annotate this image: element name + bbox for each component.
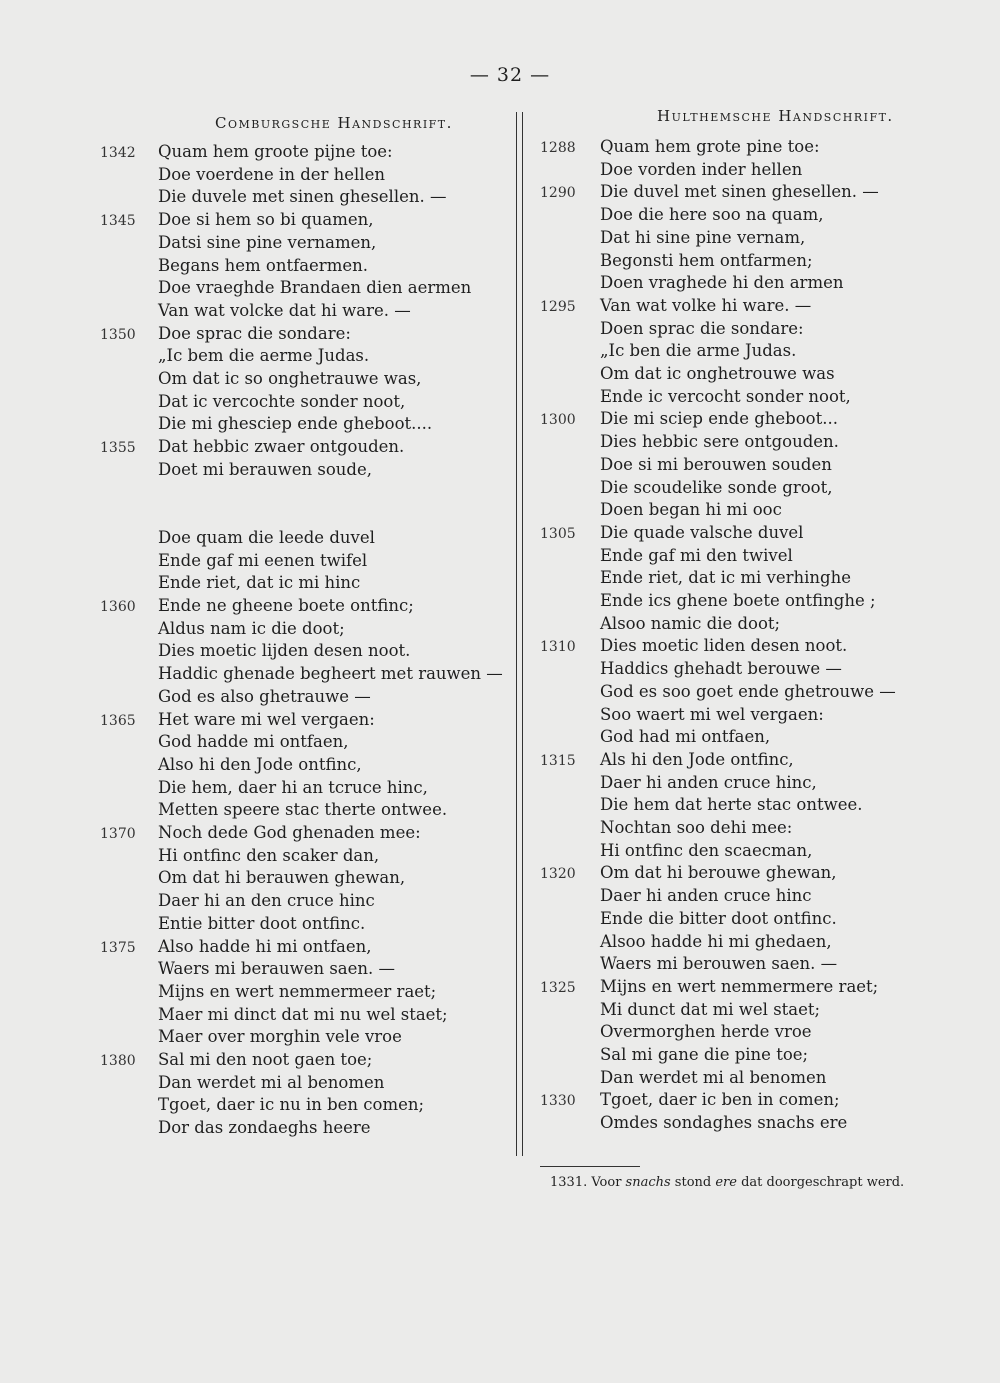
verse-text: Tgoet, daer ic nu in ben comen;: [158, 1095, 425, 1115]
verse-text: Doen sprac die sondare:: [600, 318, 804, 338]
verse-line: [540, 181, 879, 204]
verse-text: Omdes sondaghes snachs ere: [600, 1113, 848, 1133]
footnote-italic-word: ere: [715, 1175, 737, 1190]
verse-line: [100, 936, 372, 959]
verse-line: [100, 413, 432, 436]
line-number: 1370: [100, 826, 136, 842]
verse-text: God es also ghetrauwe —: [158, 686, 371, 706]
verse-line: [540, 658, 842, 681]
column-divider-rule: [522, 112, 523, 1156]
verse-line: [540, 318, 804, 341]
verse-line: [100, 482, 158, 505]
verse-text: Also hadde hi mi ontfaen,: [158, 936, 372, 956]
verse-text: Van wat volke hi ware. —: [600, 295, 812, 315]
verse-line: [540, 159, 802, 182]
verse-line: [540, 499, 782, 522]
verse-text: Waers mi berauwen saen. —: [158, 959, 396, 979]
verse-text: Entie bitter doot ontfinc.: [158, 913, 366, 933]
verse-line: [540, 227, 805, 250]
verse-text: Die duvel met sinen ghesellen. —: [600, 182, 879, 202]
page-number: — 32 —: [469, 64, 551, 86]
line-number: 1375: [100, 939, 136, 956]
verse-line: [540, 408, 838, 431]
verse-line: [540, 250, 813, 273]
verse-text: Om dat hi berouwe ghewan,: [600, 863, 837, 883]
verse-text: Quam hem grote pine toe:: [600, 137, 820, 156]
verse-line: [100, 255, 368, 278]
verse-text: Metten speere stac therte ontwee.: [158, 800, 448, 820]
verse-text: God hadde mi ontfaen,: [158, 732, 349, 752]
verse-line: [540, 681, 896, 704]
verse-line: [100, 1004, 448, 1027]
line-number: 1288: [540, 140, 576, 156]
verse-line: [100, 232, 376, 255]
verse-line: [100, 709, 375, 732]
line-number: 1345: [100, 213, 136, 230]
footnote-text: Voor: [587, 1175, 626, 1190]
verse-text: Ende ne gheene boete ontfinc;: [158, 596, 414, 615]
line-number: 1290: [540, 185, 576, 202]
verse-line: [100, 572, 360, 595]
line-number: 1355: [100, 440, 136, 457]
verse-text: Dan werdet mi al benomen: [158, 1072, 385, 1092]
verse-line: [100, 799, 447, 822]
verse-line: [540, 635, 847, 658]
verse-line: [540, 272, 843, 295]
verse-text: Also hi den Jode ontfinc,: [158, 754, 362, 774]
verse-text: Doen began hi mi ooc: [600, 500, 782, 520]
verse-text: Mijns en wert nemmermere raet;: [600, 976, 879, 996]
verse-text: Waers mi berouwen saen. —: [600, 954, 838, 974]
verse-line: [100, 845, 379, 868]
verse-text: Tgoet, daer ic ben in comen;: [600, 1090, 840, 1110]
verse-text: Quam hem groote pijne toe:: [158, 142, 393, 161]
verse-line: [540, 749, 794, 772]
verse-text: Daer hi an den cruce hinc: [158, 891, 375, 911]
verse-line: [100, 391, 405, 414]
verse-line: [100, 958, 395, 981]
verse-text: „Ic bem die aerme Judas.: [158, 346, 370, 366]
verse-text: Dies hebbic sere ontgouden.: [600, 432, 839, 452]
verse-line: [540, 726, 770, 749]
verse-text: Die scoudelike sonde groot,: [600, 477, 833, 497]
line-number: 1295: [540, 298, 576, 315]
verse-text: God had mi ontfaen,: [600, 727, 771, 747]
verse-text: Daer hi anden cruce hinc,: [600, 772, 817, 792]
footnote-text: dat doorgeschrapt werd.: [736, 1175, 905, 1190]
line-number: 1330: [540, 1093, 576, 1110]
verse-text: Ende gaf mi den twivel: [600, 545, 793, 565]
verse-line: [540, 590, 876, 613]
verse-text: „Ic ben die arme Judas.: [600, 341, 797, 361]
verse-line: [100, 1049, 372, 1072]
verse-text: Dor das zondaeghs heere: [158, 1118, 371, 1138]
verse-text: Begonsti hem ontfarmen;: [600, 250, 813, 270]
verse-line: [540, 953, 837, 976]
verse-text: Het ware mi wel vergaen:: [158, 709, 375, 729]
verse-line: [540, 1067, 826, 1090]
verse-line: [100, 1094, 424, 1117]
verse-text: Daer hi anden cruce hinc: [600, 886, 812, 906]
verse-text: Hi ontfinc den scaker dan,: [158, 845, 380, 865]
verse-text: Doe si mi berouwen souden: [600, 454, 832, 474]
line-number: 1380: [100, 1053, 136, 1069]
verse-line: [100, 777, 428, 800]
line-number: 1310: [540, 639, 576, 656]
verse-text: Hi ontfinc den scaecman,: [600, 840, 813, 860]
verse-line: [100, 981, 436, 1004]
verse-line: [100, 345, 369, 368]
verse-text: Begans hem ontfaermen.: [158, 255, 368, 275]
verse-line: [540, 136, 820, 159]
verse-text: Doen vraghede hi den armen: [600, 273, 844, 293]
verse-line: [100, 618, 345, 641]
line-number: 1360: [100, 599, 136, 615]
verse-line: [540, 454, 832, 477]
verse-line: [540, 840, 812, 863]
verse-text: Om dat ic onghetrouwe was: [600, 364, 835, 383]
column-divider-rule: [516, 112, 517, 1156]
verse-line: [540, 431, 839, 454]
footnote: [550, 1175, 904, 1190]
verse-line: [540, 613, 780, 636]
verse-line: [100, 209, 373, 232]
verse-line: [100, 686, 371, 709]
verse-text: Dan werdet mi al benomen: [600, 1067, 827, 1087]
footnote-text: stond: [670, 1175, 716, 1190]
verse-text: Nochtan soo dehi mee:: [600, 818, 793, 837]
verse-text: God es soo goet ende ghetrouwe —: [600, 681, 896, 701]
verse-text: Die mi sciep ende gheboot...: [600, 409, 838, 429]
verse-line: [100, 186, 447, 209]
verse-text: Dies moetic lijden desen noot.: [158, 641, 411, 661]
verse-text: Alsoo namic die doot;: [600, 613, 781, 633]
verse-line: [100, 277, 471, 300]
verse-line: [100, 595, 414, 618]
verse-line: [540, 976, 878, 999]
verse-text: Doe voerdene in der hellen: [158, 164, 385, 184]
verse-line: [540, 545, 793, 568]
verse-text: Haddic ghenade begheert met rauwen —: [158, 664, 503, 684]
verse-text: Doe vorden inder hellen: [600, 159, 803, 179]
verse-line: [100, 754, 362, 777]
verse-line: [100, 550, 367, 573]
verse-line: [100, 436, 404, 459]
verse-text: Ende ics ghene boete ontfinghe ;: [600, 591, 876, 610]
verse-text: Dat hebbic zwaer ontgouden.: [158, 437, 405, 457]
verse-text: Maer over morghin vele vroe: [158, 1027, 402, 1047]
verse-text: Doet mi berauwen soude,: [158, 459, 373, 479]
footnote-rule: [540, 1166, 640, 1167]
verse-line: [540, 908, 837, 931]
verse-line: [100, 141, 393, 164]
verse-text: Doe vraeghde Brandaen dien aermen: [158, 278, 472, 298]
verse-line: [540, 340, 796, 363]
verse-line: [540, 931, 832, 954]
verse-text: Als hi den Jode ontfinc,: [600, 749, 794, 769]
verse-text: Ende gaf mi eenen twifel: [158, 550, 368, 570]
verse-line: [540, 204, 824, 227]
verse-line: [540, 772, 817, 795]
verse-text: Sal mi gane die pine toe;: [600, 1045, 809, 1064]
verse-text: Haddics ghehadt berouwe —: [600, 659, 842, 679]
verse-line: [100, 913, 365, 936]
verse-text: Doe die here soo na quam,: [600, 205, 824, 225]
verse-text: Die quade valsche duvel: [600, 522, 804, 542]
verse-text: Van wat volcke dat hi ware. —: [158, 300, 411, 320]
verse-line: [540, 999, 820, 1022]
verse-line: [100, 323, 351, 346]
line-number: 1350: [100, 326, 136, 343]
verse-line: [100, 1117, 371, 1140]
verse-line: [100, 300, 411, 323]
verse-text: Mijns en wert nemmermeer raet;: [158, 981, 437, 1001]
verse-text: Aldus nam ic die doot;: [158, 618, 345, 638]
verse-text: Ende die bitter doot ontfinc.: [600, 908, 837, 928]
verse-text: Noch dede God ghenaden mee:: [158, 823, 421, 842]
verse-text: Die hem, daer hi an tcruce hinc,: [158, 777, 428, 797]
verse-line: [100, 368, 421, 391]
verse-line: [540, 862, 837, 885]
line-number: 1320: [540, 866, 576, 883]
verse-text: Doe sprac die sondare:: [158, 323, 351, 343]
verse-text: Dat hi sine pine vernam,: [600, 227, 806, 247]
verse-text: Dies moetic liden desen noot.: [600, 636, 848, 656]
line-number: 1325: [540, 979, 576, 996]
verse-text: Overmorghen herde vroe: [600, 1022, 812, 1042]
verse-line: [540, 1021, 812, 1044]
verse-line: [100, 459, 372, 482]
left-column-heading: Comburgsche Handschrift.: [215, 114, 453, 132]
verse-text: Ende ic vercocht sonder noot,: [600, 386, 851, 406]
verse-text: Soo waert mi wel vergaen:: [600, 704, 824, 724]
line-number: 1315: [540, 752, 576, 769]
verse-line: [540, 1112, 847, 1135]
verse-text: Die duvele met sinen ghesellen. —: [158, 187, 447, 207]
footnote-italic-word: snachs: [625, 1175, 671, 1190]
verse-line: [100, 504, 158, 527]
verse-text: Sal mi den noot gaen toe;: [158, 1050, 373, 1069]
verse-text: Doe quam die leede duvel: [158, 527, 375, 547]
verse-text: Alsoo hadde hi mi ghedaen,: [600, 931, 832, 951]
verse-text: Doe si hem so bi quamen,: [158, 210, 374, 230]
verse-line: [100, 1072, 384, 1095]
verse-text: Ende riet, dat ic mi verhinghe: [600, 568, 851, 588]
verse-line: [540, 363, 835, 386]
verse-line: [100, 867, 405, 890]
verse-line: [540, 885, 812, 908]
verse-text: Datsi sine pine vernamen,: [158, 232, 377, 252]
footnote-number: 1331.: [550, 1175, 588, 1190]
verse-line: [100, 822, 421, 845]
verse-text: Ende riet, dat ic mi hinc: [158, 573, 361, 593]
verse-line: [540, 567, 851, 590]
verse-text: Dat ic vercochte sonder noot,: [158, 391, 406, 411]
verse-line: [540, 295, 811, 318]
verse-line: [540, 704, 824, 727]
verse-line: [100, 164, 385, 187]
verse-line: [540, 1044, 808, 1067]
verse-line: [540, 386, 851, 409]
verse-text: Maer mi dinct dat mi nu wel staet;: [158, 1004, 448, 1024]
verse-text: Die hem dat herte stac ontwee.: [600, 795, 863, 815]
verse-line: [100, 1026, 402, 1049]
verse-line: [540, 477, 832, 500]
verse-text: Om dat hi berauwen ghewan,: [158, 868, 406, 888]
line-number: 1300: [540, 412, 576, 429]
verse-line: [540, 794, 863, 817]
verse-line: [540, 817, 792, 840]
line-number: 1365: [100, 712, 136, 729]
verse-line: [100, 663, 503, 686]
right-column-heading: Hulthemsche Handschrift.: [657, 107, 894, 125]
line-number: 1342: [100, 145, 136, 161]
verse-text: Om dat ic so onghetrauwe was,: [158, 369, 422, 388]
line-number: 1305: [540, 525, 576, 542]
verse-text: Mi dunct dat mi wel staet;: [600, 999, 821, 1019]
verse-line: [540, 1089, 840, 1112]
verse-line: [100, 890, 375, 913]
verse-line: [100, 527, 375, 550]
verse-line: [100, 731, 348, 754]
verse-line: [540, 522, 803, 545]
verse-text: Die mi ghesciep ende gheboot....: [158, 414, 433, 434]
verse-line: [100, 640, 410, 663]
